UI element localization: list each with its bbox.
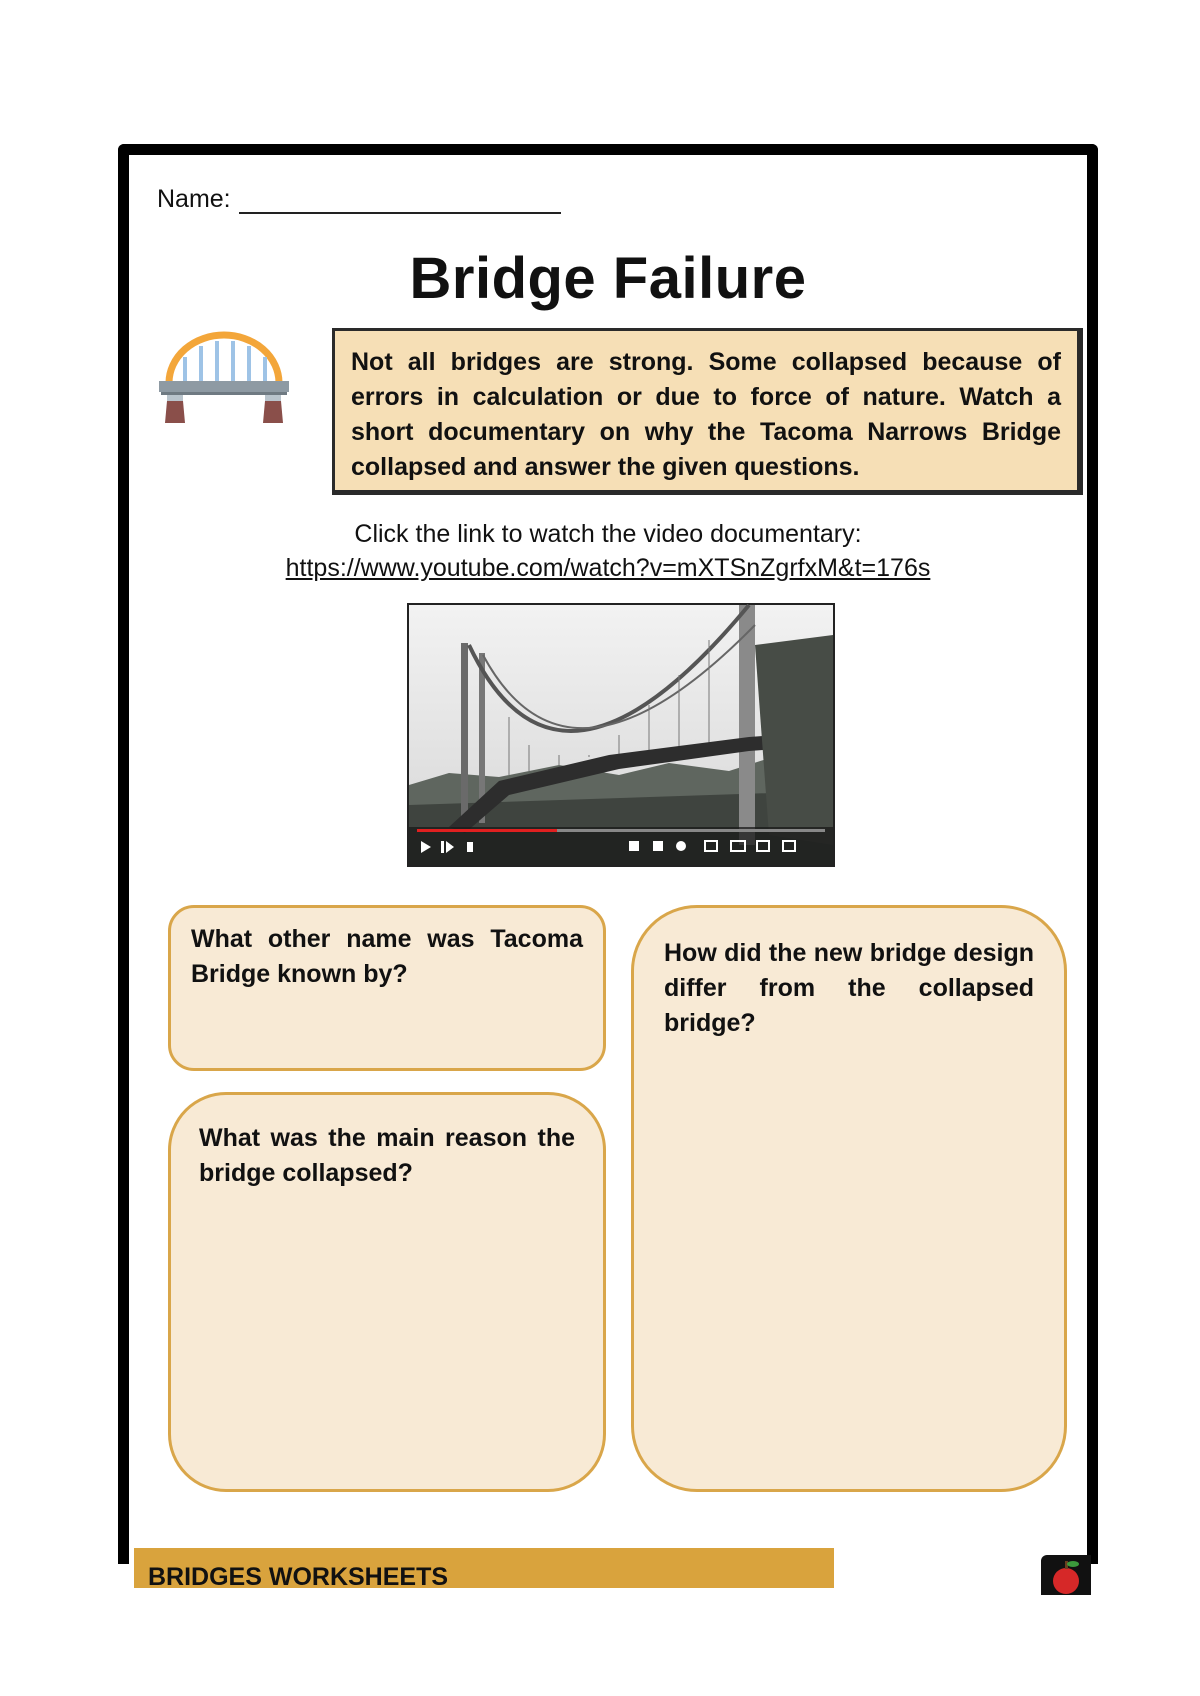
footer-bar: BRIDGES WORKSHEETS — [134, 1548, 834, 1588]
intro-box: Not all bridges are strong. Some collapsed because of errors in calculation or due to force of nature. Watch a short documentary on why the Tacoma Narrows Bridge collapsed and answer the given questions. — [332, 328, 1083, 495]
question-box-1[interactable] — [168, 905, 606, 1071]
video-prompt: Click the link to watch the video documentary: — [354, 520, 862, 548]
video-caption — [129, 517, 1087, 585]
question-1-text: What other name was Tacoma Bridge known by? — [191, 925, 583, 988]
name-input-line[interactable] — [239, 188, 561, 214]
question-box-3[interactable] — [631, 905, 1067, 1492]
apple-logo-icon — [1041, 1555, 1091, 1595]
question-3-text: How did the new bridge design differ from the collapsed bridge? — [664, 939, 1034, 1037]
bridge-icon — [159, 331, 289, 431]
worksheet-page — [118, 144, 1098, 1591]
name-label: Name: — [157, 185, 231, 213]
question-2-text: What was the main reason the bridge collapsed? — [199, 1124, 575, 1187]
video-link[interactable]: https://www.youtube.com/watch?v=mXTSnZgrfxM&t=176s — [285, 554, 931, 582]
apple-icon — [1041, 1555, 1091, 1595]
question-box-2[interactable] — [168, 1092, 606, 1492]
video-thumbnail[interactable] — [407, 603, 835, 867]
page-title: Bridge Failure — [409, 246, 807, 311]
name-field — [157, 185, 561, 214]
